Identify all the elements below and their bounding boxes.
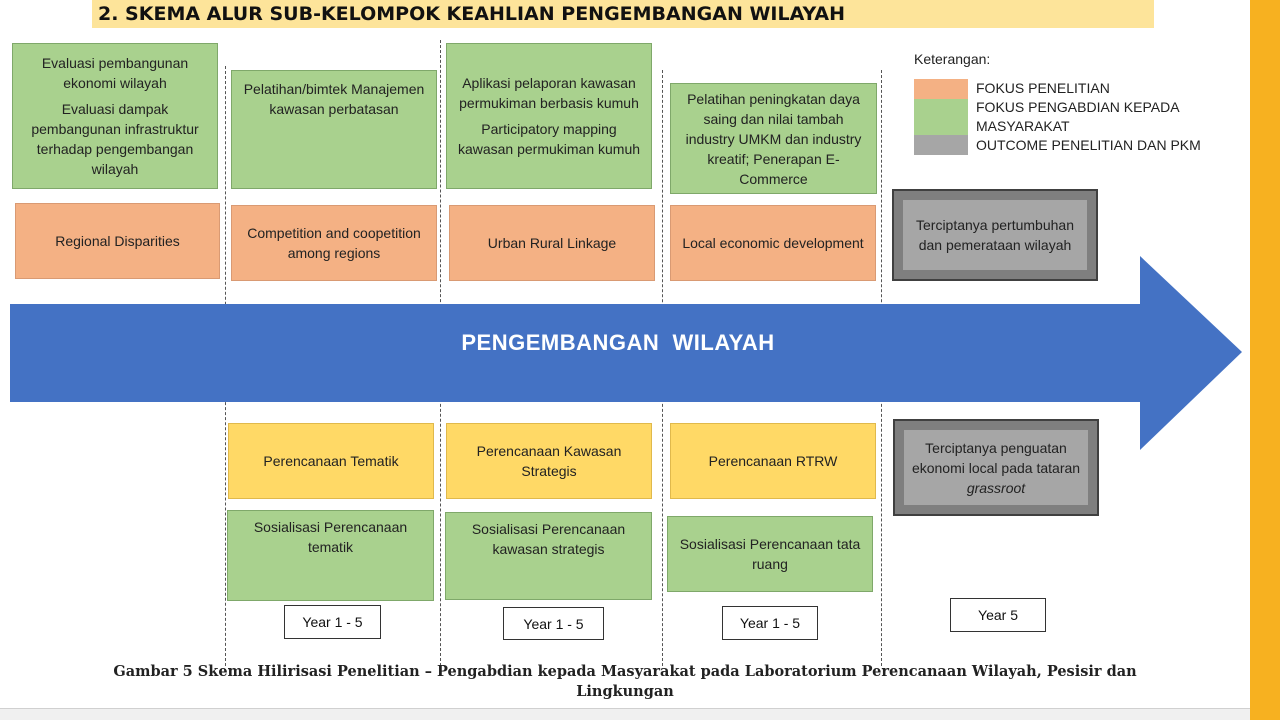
service-text: Sosialisasi Perencanaan tematik: [253, 519, 408, 555]
outcome-top-text: Terciptanya pertumbuhan dan pemerataan wilayah: [916, 217, 1074, 253]
legend-swatch-research: [914, 79, 968, 99]
planning-text: Perencanaan Kawasan Strategis: [476, 443, 622, 479]
service-text: Evaluasi dampak pembangunan infrastruktur terhadap pengembangan wilayah: [31, 101, 199, 177]
service-text: Sosialisasi Perencanaan kawasan strategis: [471, 521, 626, 557]
legend-label-service: FOKUS PENGABDIAN KEPADA MASYARAKAT: [976, 99, 1179, 134]
legend-label-research: FOKUS PENELITIAN: [976, 80, 1110, 96]
legend-swatch-service: [914, 99, 968, 135]
year-label-outcome: Year 5: [950, 598, 1046, 632]
outcome-box-top: [892, 189, 1098, 281]
planning-text: Perencanaan RTRW: [708, 453, 838, 469]
legend: [914, 51, 1244, 171]
research-box-col2: [231, 205, 437, 281]
planning-box-col3: [446, 423, 652, 499]
service-box-col1-top: [12, 43, 218, 189]
outcome-bottom-italic: grassroot: [966, 479, 1026, 496]
service-box-col3-top: [446, 43, 652, 189]
service-box-col3-bottom: [445, 512, 652, 600]
service-box-col4-bottom: [667, 516, 873, 592]
outcome-box-bottom: [893, 419, 1099, 516]
research-text: Urban Rural Linkage: [487, 235, 617, 251]
service-text: Pelatihan peningkatan daya saing dan nilai tambah industry UMKM dan industry kreatif; Penerapan E-Commerce: [685, 90, 862, 187]
planning-box-col2: [228, 423, 434, 499]
service-box-col2-top: [231, 70, 437, 189]
research-text: Competition and coopetition among regions: [247, 225, 421, 261]
planning-box-col4: [670, 423, 876, 499]
service-box-col2-bottom: [227, 510, 434, 601]
year-label-col2: Year 1 - 5: [284, 605, 381, 639]
research-box-col3: [449, 205, 655, 281]
legend-heading: Keterangan:: [914, 51, 991, 67]
legend-swatch-outcome: [914, 135, 968, 155]
right-accent-bar: [1250, 0, 1280, 720]
status-bar: [0, 708, 1250, 720]
legend-labels: [976, 79, 1226, 155]
research-box-col1: [15, 203, 220, 279]
outcome-bottom-text: [904, 438, 1088, 498]
service-box-col4-top: [670, 83, 877, 194]
year-label-col3: Year 1 - 5: [503, 607, 604, 640]
service-text: Sosialisasi Perencanaan tata ruang: [679, 536, 861, 572]
research-text: Regional Disparities: [55, 233, 180, 249]
legend-swatches: [914, 79, 968, 155]
service-text: Pelatihan/bimtek Manajemen kawasan perbatasan: [243, 81, 425, 117]
research-text: Local economic development: [682, 235, 864, 251]
diagram-title: 2. SKEMA ALUR SUB-KELOMPOK KEAHLIAN PENGEMBANGAN WILAYAH: [92, 0, 1154, 28]
year-label-col4: Year 1 - 5: [722, 606, 818, 640]
arrow-label: PENGEMBANGAN WILAYAH: [461, 330, 775, 355]
service-text: Aplikasi pelaporan kawasan permukiman berbasis kumuh: [459, 75, 639, 111]
service-text: Participatory mapping kawasan permukiman kumuh: [457, 121, 641, 157]
service-text: Evaluasi pembangunan ekonomi wilayah: [41, 55, 189, 91]
legend-label-outcome: OUTCOME PENELITIAN DAN PKM: [976, 137, 1201, 153]
figure-caption: Gambar 5 Skema Hilirisasi Penelitian – Pengabdian kepada Masyarakat pada Laboratorium Perencanaan Wilayah, Pesisir dan Lingkungan: [113, 663, 1137, 700]
outcome-text: [904, 430, 1088, 505]
outcome-text: [903, 200, 1087, 270]
research-box-col4: [670, 205, 876, 281]
outcome-bottom-prefix: Terciptanya penguatan ekonomi local pada tataran: [911, 439, 1081, 476]
planning-text: Perencanaan Tematik: [263, 453, 399, 469]
